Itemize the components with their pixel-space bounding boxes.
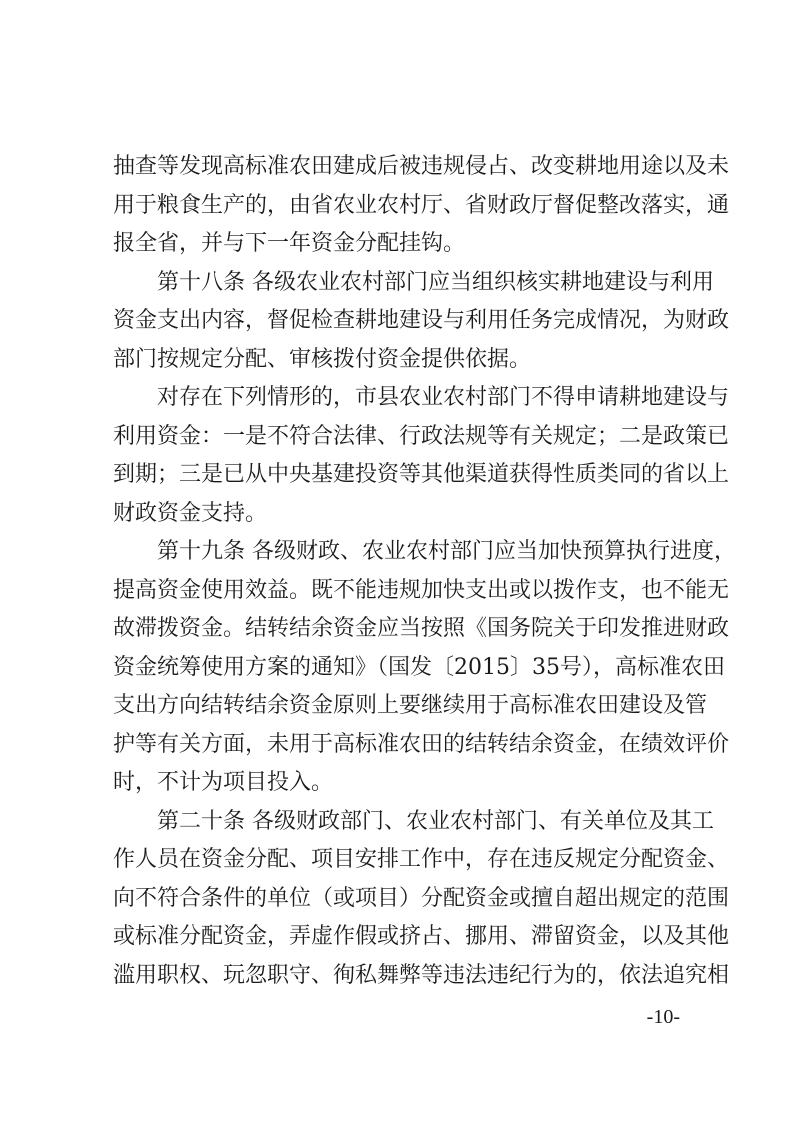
text-line: 报全省，并与下一年资金分配挂钩。 (113, 231, 466, 256)
text-line: 滥用职权、玩忽职守、徇私舞弊等违法违纪行为的，依法追究相 (113, 962, 730, 988)
text-line: 时，不计为项目投入。 (113, 770, 334, 795)
text-line: 资金统筹使用方案的通知》（国发〔2015〕35号），高标准农田 (113, 654, 725, 680)
paragraph-article-18 (113, 264, 730, 380)
text-line: 故滞拨资金。结转结余资金应当按照《国务院关于印发推进财政 (113, 616, 730, 641)
text-line: 部门按规定分配、审核拨付资金提供依据。 (113, 346, 532, 372)
text-line: 第十八条 各级农业农村部门应当组织核实耕地建设与利用 (157, 269, 714, 295)
text-line: 对存在下列情形的，市县农业农村部门不得申请耕地建设与 (157, 385, 730, 410)
text-line: 护等有关方面，未用于高标准农田的结转结余资金，在绩效评价 (113, 731, 730, 757)
text-line: 作人员在资金分配、项目安排工作中，存在违反规定分配资金、 (113, 847, 730, 872)
text-line: 到期；三是已从中央基建投资等其他渠道获得性质类同的省以上 (113, 462, 730, 487)
text-line: 财政资金支持。 (113, 500, 268, 526)
page-number: -10- (646, 1006, 680, 1028)
text-line: 用于粮食生产的，由省农业农村厅、省财政厅督促整改落实，通 (113, 192, 730, 218)
paragraph-article-20 (113, 803, 730, 996)
text-line: 利用资金：一是不符合法律、行政法规等有关规定；二是政策已 (113, 423, 730, 449)
text-line: 抽查等发现高标准农田建成后被违规侵占、改变耕地用途以及未 (113, 154, 730, 179)
text-line: 第十九条 各级财政、农业农村部门应当加快预算执行进度， (157, 539, 736, 564)
paragraph-article-19 (113, 533, 736, 803)
text-line: 第二十条 各级财政部门、农业农村部门、有关单位及其工 (157, 808, 714, 834)
text-line: 资金支出内容，督促检查耕地建设与利用任务完成情况，为财政 (113, 308, 730, 333)
text-line: 或标准分配资金，弄虚作假或挤占、挪用、滞留资金，以及其他 (113, 924, 730, 949)
body-text (113, 148, 736, 995)
paragraph (113, 148, 730, 264)
text-line: 向不符合条件的单位（或项目）分配资金或擅自超出规定的范围 (113, 885, 730, 911)
text-line: 支出方向结转结余资金原则上要继续用于高标准农田建设及管 (113, 693, 708, 718)
text-line: 提高资金使用效益。既不能违规加快支出或以拨作支，也不能无 (113, 577, 730, 603)
paragraph (113, 379, 730, 533)
